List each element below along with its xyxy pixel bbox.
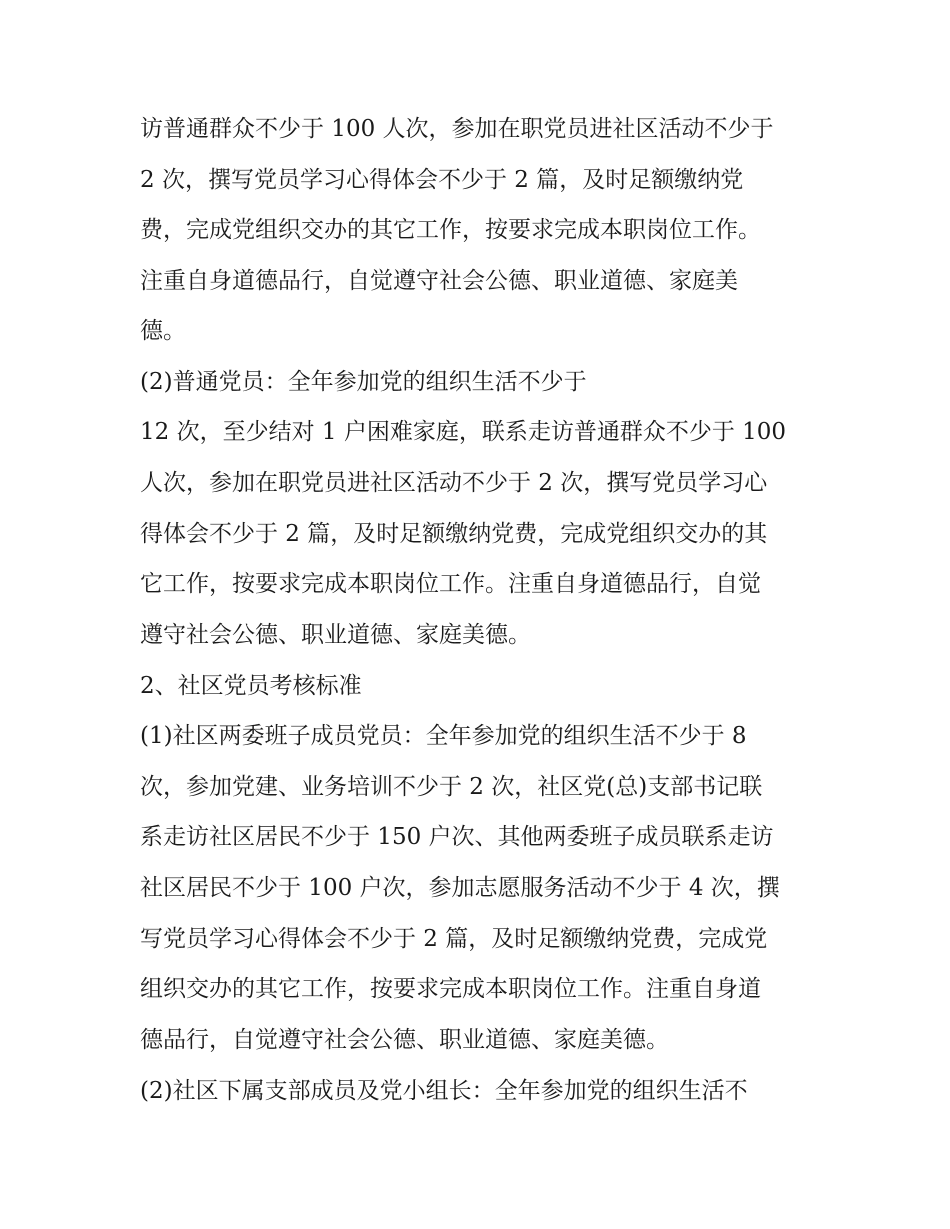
text-line: 访普通群众不少于 100 人次，参加在职党员进社区活动不少于	[140, 116, 774, 142]
list-item-heading: (1)社区两委班子成员党员：全年参加党的组织生活不少于 8	[140, 723, 747, 749]
section-heading: 2、社区党员考核标准	[140, 673, 362, 699]
text-line: 系走访社区居民不少于 150 户次、其他两委班子成员联系走访	[140, 824, 774, 850]
text-line: 注重自身道德品行，自觉遵守社会公德、职业道德、家庭美	[140, 268, 738, 294]
list-item-heading: (2)普通党员：全年参加党的组织生活不少于	[140, 369, 587, 395]
text-line: 组织交办的其它工作，按要求完成本职岗位工作。注重自身道	[140, 976, 761, 1002]
text-line: 12 次，至少结对 1 户困难家庭，联系走访普通群众不少于 100	[140, 419, 787, 445]
text-line: 社区居民不少于 100 户次，参加志愿服务活动不少于 4 次，撰	[140, 875, 780, 901]
text-line: 次，参加党建、业务培训不少于 2 次，社区党(总)支部书记联	[140, 774, 763, 800]
text-line: 人次，参加在职党员进社区活动不少于 2 次，撰写党员学习心	[140, 470, 768, 496]
text-line: 写党员学习心得体会不少于 2 篇，及时足额缴纳党费，完成党	[140, 926, 768, 952]
text-line: 德。	[140, 318, 186, 344]
text-line: 2 次，撰写党员学习心得体会不少于 2 篇，及时足额缴纳党	[140, 167, 744, 193]
text-line: 遵守社会公德、职业道德、家庭美德。	[140, 622, 531, 648]
text-line: 德品行，自觉遵守社会公德、职业道德、家庭美德。	[140, 1027, 669, 1053]
list-item-heading: (2)社区下属支部成员及党小组长：全年参加党的组织生活不	[140, 1078, 748, 1104]
text-line: 它工作，按要求完成本职岗位工作。注重自身道德品行，自觉	[140, 571, 761, 597]
text-line: 得体会不少于 2 篇，及时足额缴纳党费，完成党组织交办的其	[140, 521, 768, 547]
text-line: 费，完成党组织交办的其它工作，按要求完成本职岗位工作。	[140, 217, 761, 243]
